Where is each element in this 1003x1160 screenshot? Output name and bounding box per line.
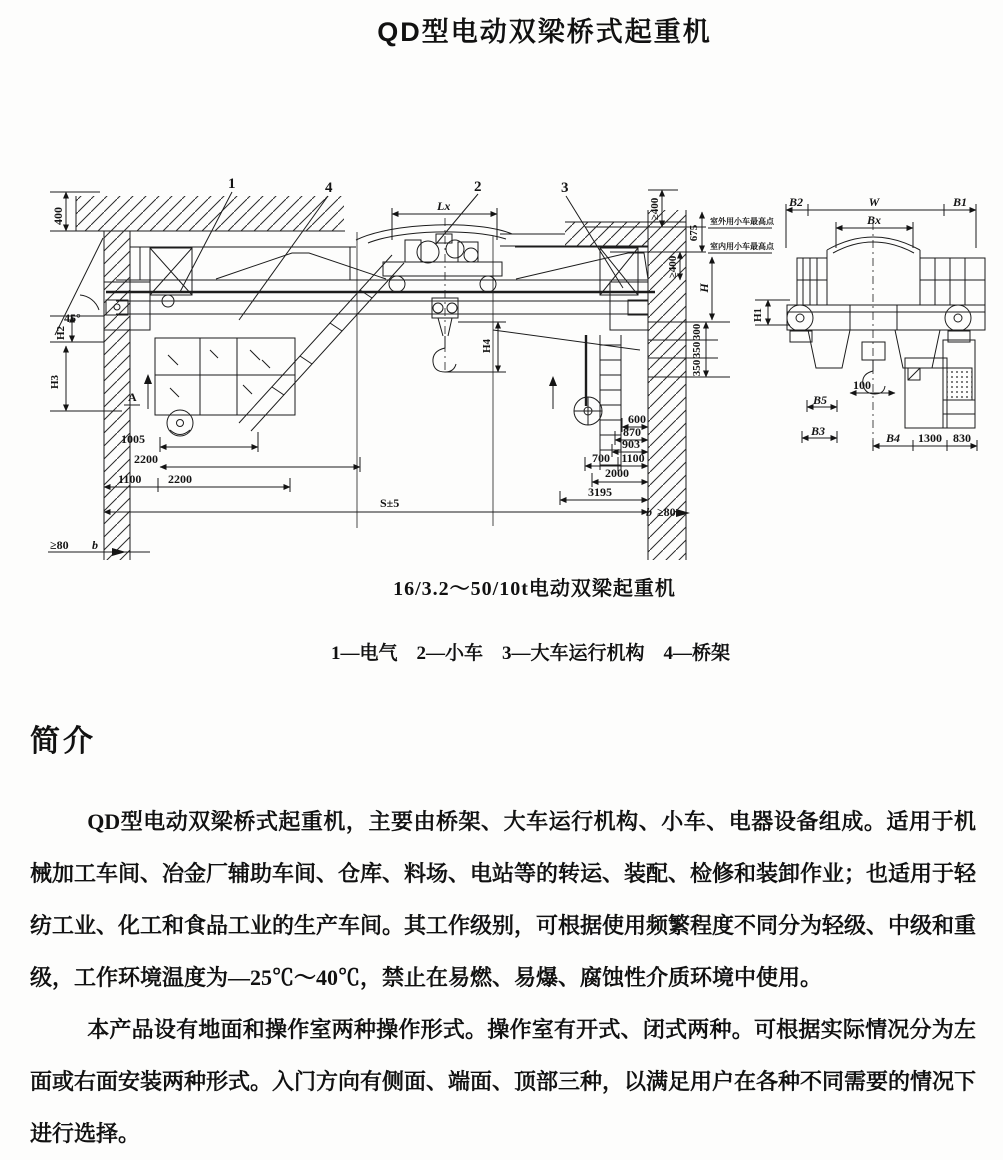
- callout-4-bridge: 4: [325, 180, 333, 196]
- crane-drawing: [0, 160, 1003, 560]
- note-outdoor-max: 室外用小车最高点: [710, 217, 774, 226]
- dim-h: H: [697, 283, 711, 293]
- dim-2000: 2000: [605, 466, 629, 480]
- intro-paragraph-2: 本产品设有地面和操作室两种操作形式。操作室有开式、闭式两种。可根据实际情况分为左面或右面安装两种形式。入门方向有侧面、端面、顶部三种，以满足用户在各种不同需要的情况下进行选择。: [30, 1017, 977, 1146]
- dim-b-right: b: [646, 505, 652, 519]
- dim-350-b: 350: [691, 359, 703, 377]
- note-indoor-max: 室内用小车最高点: [710, 242, 774, 251]
- intro-paragraph-1: QD型电动双梁桥式起重机，主要由桥架、大车运行机构、小车、电器设备组成。适用于机械加工车间、冶金厂辅助车间、仓库、料场、电站等的转运、装配、检修和装卸作业；也适用于轻纺工业、化工和食品工业的生产车间。其工作级别，可根据使用频繁程度不同分为轻级、中级和重级，工作环境温度为—25℃～40℃，禁止在易燃、易爆、腐蚀性介质环境中使用。: [30, 809, 977, 990]
- dim-1005: 1005: [121, 432, 145, 446]
- dim-1300: 1300: [918, 431, 942, 445]
- dim-350-a: 350: [691, 341, 703, 359]
- figure-caption: 16/3.2～50/10t电动双梁起重机: [393, 578, 676, 600]
- dim-bx: Bx: [866, 213, 882, 227]
- section-heading-intro: 简介: [30, 725, 96, 758]
- dim-ge400-top: ≥400: [649, 197, 661, 221]
- view-a-label: A: [128, 390, 137, 404]
- dim-3195: 3195: [588, 485, 612, 499]
- dim-b2: B2: [788, 195, 804, 209]
- dim-903: 903: [622, 437, 640, 451]
- dim-1100-b: 1100: [621, 451, 645, 465]
- dim-45deg: 45°: [64, 311, 81, 325]
- dim-b5: B5: [812, 393, 828, 407]
- dim-2200-b: 2200: [168, 472, 192, 486]
- dim-b4: B4: [885, 431, 901, 445]
- dim-ge400-mid: ≥400: [667, 255, 679, 279]
- crane-hook: [433, 348, 456, 372]
- dim-675: 675: [688, 224, 700, 242]
- dim-700: 700: [592, 451, 610, 465]
- dim-600: 600: [628, 412, 646, 426]
- operator-cab: [155, 338, 295, 415]
- dim-300: 300: [691, 323, 703, 341]
- page-title: QD型电动双梁桥式起重机: [377, 17, 712, 47]
- dim-ge80-left: ≥80: [50, 538, 69, 552]
- dim-1100-a: 1100: [118, 472, 142, 486]
- dim-870: 870: [623, 425, 641, 439]
- figure-crane-drawing: [0, 160, 1003, 560]
- dim-830: 830: [953, 431, 971, 445]
- dim-b1: B1: [952, 195, 968, 209]
- trolley-frame: [383, 262, 502, 276]
- dim-h1: H1: [752, 307, 764, 323]
- dim-w: W: [868, 195, 880, 209]
- roof-hatch-right: [565, 222, 648, 246]
- ceiling-hatch-left: [76, 196, 344, 231]
- callout-1-electric: 1: [228, 176, 236, 192]
- dim-h4: H4: [481, 338, 493, 354]
- dim-2200-a: 2200: [134, 452, 158, 466]
- girder-cross-section: [787, 305, 985, 330]
- dim-400-left: 400: [51, 207, 65, 225]
- dim-h2: H2: [55, 325, 67, 341]
- callout-3-travel: 3: [561, 180, 569, 196]
- dim-b3: B3: [810, 424, 826, 438]
- callout-2-trolley: 2: [474, 179, 482, 195]
- intro-body: [30, 796, 976, 1160]
- dim-lx: Lx: [437, 199, 451, 213]
- dim-b-left: b: [92, 538, 98, 552]
- dim-h3: H3: [49, 374, 61, 390]
- figure-legend: 1—电气 2—小车 3—大车运行机构 4—桥架: [330, 643, 730, 664]
- dim-100: 100: [853, 378, 871, 392]
- dim-s5: S±5: [380, 496, 400, 510]
- dim-ge80-right: ≥80: [657, 505, 676, 519]
